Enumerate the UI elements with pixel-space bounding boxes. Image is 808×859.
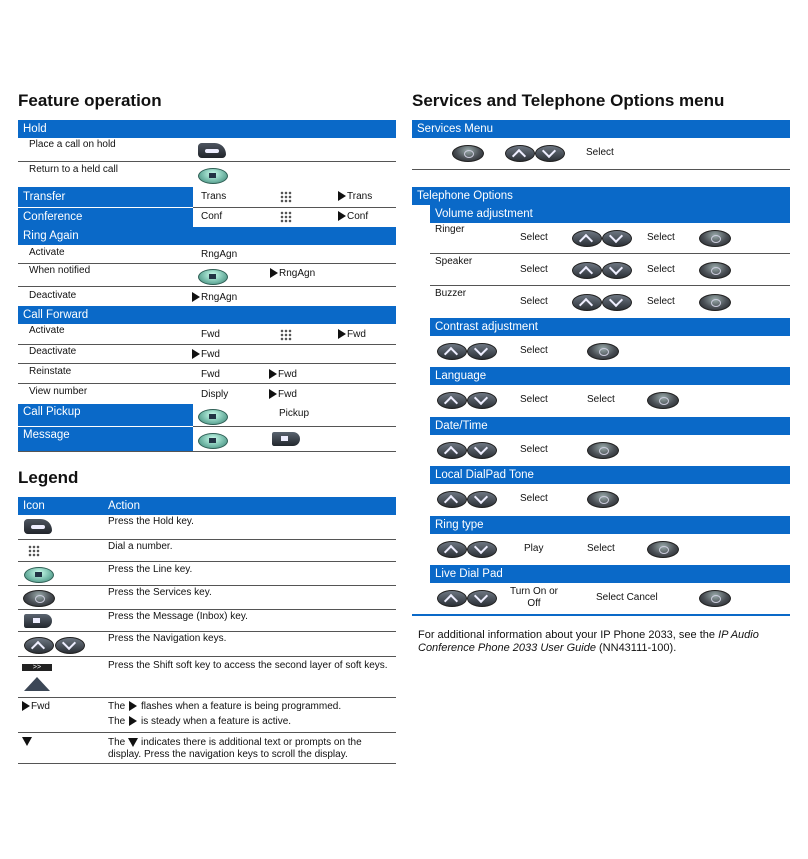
divider xyxy=(18,585,396,586)
feature-indicator-icon xyxy=(269,369,277,379)
services-key-icon xyxy=(23,590,55,607)
feature-indicator-icon xyxy=(192,292,200,302)
call-forward-view-indicator: Fwd xyxy=(278,389,297,400)
datetime-select: Select xyxy=(520,444,548,455)
call-forward-activate-softkey: Fwd xyxy=(201,329,220,340)
ring-type-play: Play xyxy=(524,543,544,554)
nav-down-icon xyxy=(602,262,632,279)
call-forward-activate-label: Activate xyxy=(29,325,65,336)
conference-label: Conference xyxy=(18,208,193,227)
legend-services-text: Press the Services key. xyxy=(108,587,212,598)
nav-down-icon xyxy=(602,294,632,311)
volume-buzzer-label: Buzzer xyxy=(435,288,467,299)
shift-softkey-icon: >> xyxy=(22,664,52,671)
divider xyxy=(18,656,396,657)
ring-again-activate-label: Activate xyxy=(29,247,65,258)
legend-nav-text: Press the Navigation keys. xyxy=(108,633,227,644)
legend-dial-text: Dial a number. xyxy=(108,541,173,552)
volume-ringer-select-2: Select xyxy=(647,232,675,243)
divider xyxy=(18,286,396,287)
legend-more-2: indicates there is additional text or prompts on the display. Press the navigation keys to scroll the display. xyxy=(108,737,362,760)
volume-speaker-label: Speaker xyxy=(435,256,473,267)
services-key-icon xyxy=(587,343,619,360)
call-forward-activate-indicator: Fwd xyxy=(347,329,366,340)
call-pickup-softkey: Pickup xyxy=(279,408,310,419)
message-key-icon xyxy=(272,432,300,446)
section-bottom-rule xyxy=(412,614,790,616)
contrast-select: Select xyxy=(520,345,548,356)
divider xyxy=(18,609,396,610)
volume-speaker-select: Select xyxy=(520,264,548,275)
call-forward-reinstate-label: Reinstate xyxy=(29,366,72,377)
divider xyxy=(412,169,790,170)
dialpad-tone-header: Local DialPad Tone xyxy=(430,466,790,484)
nav-up-icon xyxy=(572,294,602,311)
language-header: Language xyxy=(430,367,790,385)
datetime-header: Date/Time xyxy=(430,417,790,435)
nav-up-icon xyxy=(437,343,467,360)
ring-again-activate-softkey: RngAgn xyxy=(201,249,238,260)
divider xyxy=(18,631,396,632)
legend-title: Legend xyxy=(18,468,79,487)
volume-buzzer-select-2: Select xyxy=(647,296,675,307)
conference-indicator-label: Conf xyxy=(347,211,369,222)
services-select-softkey: Select xyxy=(586,147,614,158)
live-dial-pad-select-cancel: Select Cancel xyxy=(596,592,658,603)
services-key-icon xyxy=(699,230,731,247)
legend-fwd-label: Fwd xyxy=(31,701,50,712)
footer-text-b: (NN43111-100). xyxy=(599,642,677,654)
ring-again-deactivate-label: Deactivate xyxy=(29,290,77,301)
footer-text-a: For additional information about your IP Phone 2033, see the xyxy=(418,629,715,641)
volume-speaker-select-2: Select xyxy=(647,264,675,275)
language-select-2: Select xyxy=(587,394,615,405)
volume-ringer-label: Ringer xyxy=(435,224,465,235)
volume-buzzer-select: Select xyxy=(520,296,548,307)
divider xyxy=(18,697,396,698)
feature-indicator-icon xyxy=(338,329,346,339)
hold-return-label: Return to a held call xyxy=(29,164,118,175)
services-key-icon xyxy=(587,491,619,508)
more-text-indicator-icon xyxy=(22,737,32,746)
footer-note xyxy=(418,629,790,655)
services-key-icon xyxy=(647,392,679,409)
feature-indicator-icon xyxy=(338,191,346,201)
call-forward-reinstate-indicator: Fwd xyxy=(278,369,297,380)
dialpad-icon xyxy=(280,211,292,223)
divider xyxy=(18,561,396,562)
legend-message-text: Press the Message (Inbox) key. xyxy=(108,611,248,622)
nav-up-icon xyxy=(505,145,535,162)
language-select: Select xyxy=(520,394,548,405)
dialpad-icon xyxy=(280,191,292,203)
legend-more-1: The xyxy=(108,737,126,748)
call-forward-reinstate-softkey: Fwd xyxy=(201,369,220,380)
nav-up-icon xyxy=(437,392,467,409)
nav-down-icon xyxy=(467,442,497,459)
ring-type-header: Ring type xyxy=(430,516,790,534)
legend-shift-text: Press the Shift soft key to access the second layer of soft keys. xyxy=(108,660,388,671)
services-menu-header: Services Menu xyxy=(412,120,790,138)
call-pickup-label: Call Pickup xyxy=(18,404,193,426)
services-key-icon xyxy=(699,294,731,311)
divider xyxy=(18,363,396,364)
legend-fwd-b1: The xyxy=(108,716,126,727)
line-key-icon xyxy=(198,433,228,449)
dialpad-icon xyxy=(280,329,292,341)
services-key-icon xyxy=(587,442,619,459)
dialpad-icon xyxy=(28,545,40,557)
divider xyxy=(18,263,396,264)
nav-down-icon xyxy=(467,343,497,360)
services-key-icon xyxy=(699,262,731,279)
nav-down-icon xyxy=(602,230,632,247)
nav-up-icon xyxy=(437,590,467,607)
divider xyxy=(193,207,396,208)
services-options-title: Services and Telephone Options menu xyxy=(412,91,725,110)
nav-down-icon xyxy=(55,637,85,654)
services-key-icon xyxy=(452,145,484,162)
nav-down-icon xyxy=(535,145,565,162)
divider xyxy=(18,161,396,162)
ring-again-notified-indicator: RngAgn xyxy=(279,268,316,279)
volume-header: Volume adjustment xyxy=(430,205,790,223)
nav-down-icon xyxy=(467,392,497,409)
conference-softkey: Conf xyxy=(201,211,223,222)
hold-icon xyxy=(198,143,226,158)
transfer-label: Transfer xyxy=(18,187,193,207)
legend-col-action: Action xyxy=(108,500,140,512)
nav-up-icon xyxy=(437,541,467,558)
ring-again-header: Ring Again xyxy=(18,227,396,245)
live-dial-pad-turn: Turn On or Off xyxy=(510,586,558,609)
divider xyxy=(193,426,396,427)
nav-up-icon xyxy=(572,262,602,279)
contrast-header: Contrast adjustment xyxy=(430,318,790,336)
call-forward-deactivate-indicator: Fwd xyxy=(201,349,220,360)
legend-col-icon: Icon xyxy=(23,500,45,512)
ring-again-deactivate-indicator: RngAgn xyxy=(201,292,238,303)
legend-fwd-b2: is steady when a feature is active. xyxy=(141,716,292,727)
telephone-options-header: Telephone Options xyxy=(412,187,790,205)
nav-up-icon xyxy=(437,491,467,508)
hold-icon xyxy=(24,519,52,534)
transfer-indicator-label: Trans xyxy=(347,191,373,202)
divider xyxy=(18,732,396,733)
line-key-icon xyxy=(198,168,228,184)
nav-down-icon xyxy=(467,590,497,607)
call-forward-header: Call Forward xyxy=(18,306,396,324)
nav-up-icon xyxy=(24,637,54,654)
legend-header xyxy=(18,497,396,515)
nav-down-icon xyxy=(467,491,497,508)
hold-place-label: Place a call on hold xyxy=(29,139,116,150)
nav-down-icon xyxy=(467,541,497,558)
ring-type-select: Select xyxy=(587,543,615,554)
services-key-icon xyxy=(699,590,731,607)
dialpad-tone-select: Select xyxy=(520,493,548,504)
feature-indicator-icon xyxy=(129,701,137,711)
call-forward-view-softkey: Disply xyxy=(201,389,229,400)
divider xyxy=(18,383,396,384)
divider xyxy=(430,253,790,254)
divider xyxy=(430,285,790,286)
call-forward-view-label: View number xyxy=(29,386,88,397)
message-key-icon xyxy=(24,614,52,628)
divider xyxy=(18,451,396,452)
legend-hold-text: Press the Hold key. xyxy=(108,516,194,527)
ring-again-notified-label: When notified xyxy=(29,265,91,276)
shift-arrow-icon xyxy=(24,677,50,691)
message-label: Message xyxy=(18,427,193,451)
call-forward-deactivate-label: Deactivate xyxy=(29,346,77,357)
feature-indicator-icon xyxy=(192,349,200,359)
line-key-icon xyxy=(24,567,54,583)
hold-header: Hold xyxy=(18,120,396,138)
line-key-icon xyxy=(198,409,228,425)
feature-indicator-icon xyxy=(270,268,278,278)
line-key-icon xyxy=(198,269,228,285)
feature-indicator-icon xyxy=(269,389,277,399)
feature-indicator-icon xyxy=(129,716,137,726)
nav-up-icon xyxy=(437,442,467,459)
feature-indicator-icon xyxy=(22,701,30,711)
nav-up-icon xyxy=(572,230,602,247)
volume-ringer-select: Select xyxy=(520,232,548,243)
legend-fwd-a2: flashes when a feature is being programmed. xyxy=(141,701,342,712)
divider xyxy=(18,763,396,764)
legend-fwd-a1: The xyxy=(108,701,126,712)
live-dial-pad-header: Live Dial Pad xyxy=(430,565,790,583)
services-key-icon xyxy=(647,541,679,558)
footer-guide-title: IP Audio Conference Phone 2033 User Guide xyxy=(418,629,759,654)
divider xyxy=(18,344,396,345)
feature-operation-title: Feature operation xyxy=(18,91,162,110)
feature-indicator-icon xyxy=(338,211,346,221)
legend-line-text: Press the Line key. xyxy=(108,564,193,575)
divider xyxy=(18,539,396,540)
transfer-softkey: Trans xyxy=(201,191,227,202)
